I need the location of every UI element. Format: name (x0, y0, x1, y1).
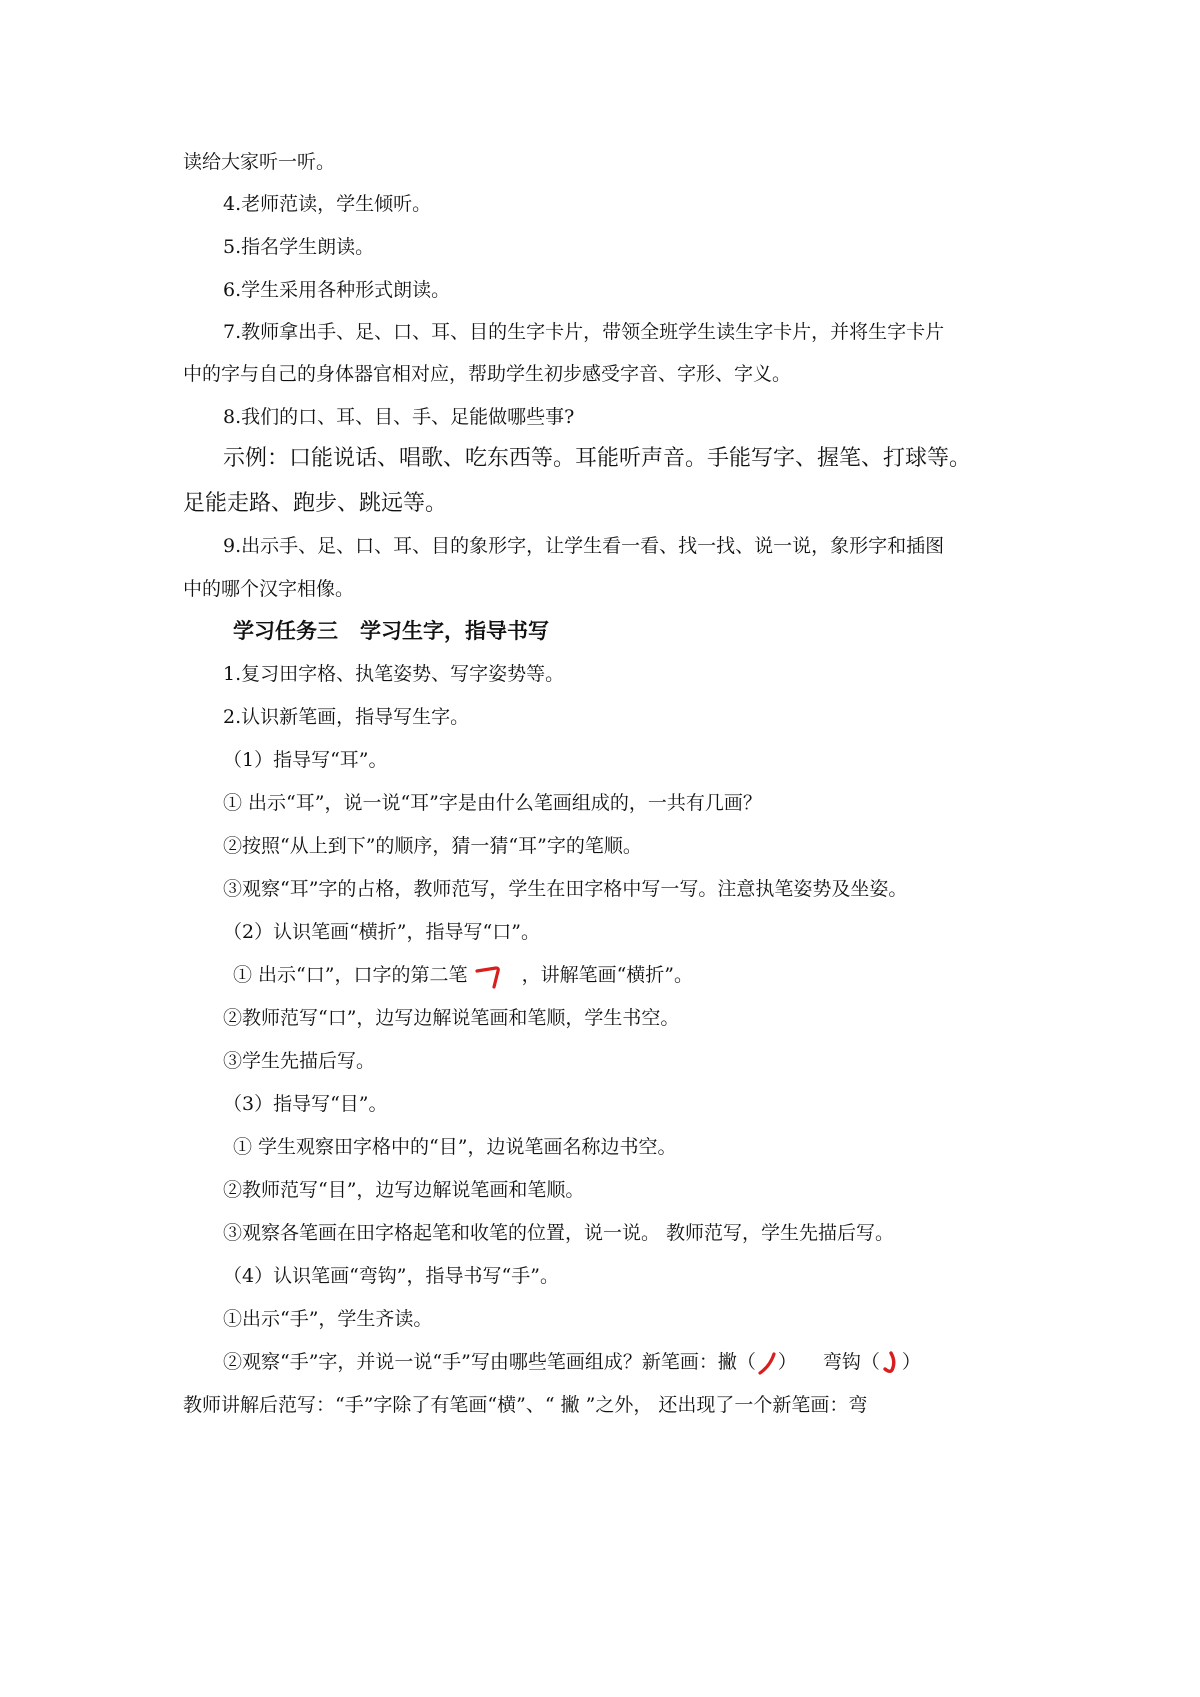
text-line: ① 学生观察田字格中的“目”，边说笔画名称边书空。 (233, 1136, 677, 1158)
text-line: 7.教师拿出手、足、口、耳、目的生字卡片，带领全班学生读生字卡片，并将生字卡片 (223, 321, 945, 343)
text-line: ②按照“从上到下”的顺序，猜一猜“耳”字的笔顺。 (223, 835, 642, 857)
text-line: （1）指导写“耳”。 (223, 749, 388, 771)
text-line-with-stroke (233, 961, 1083, 990)
text-line: ③观察“耳”字的占格，教师范写，学生在田字格中写一写。注意执笔姿势及坐姿。 (223, 878, 908, 900)
text-line: 4.老师范读，学生倾听。 (223, 193, 432, 215)
text-segment: ②观察“手”字，并说一说“手”写由哪些笔画组成？新笔画：撇（ (223, 1351, 756, 1373)
text-line: 中的哪个汉字相像。 (183, 578, 355, 600)
text-line: 教师讲解后范写：“手”字除了有笔画“横”、“ 撇 ”之外， 还出现了一个新笔画：弯 (183, 1394, 868, 1416)
heading-task-title: 学习生字，指导书写 (360, 619, 549, 643)
text-line: 5.指名学生朗读。 (223, 236, 375, 258)
text-segment: ，讲解笔画“横折”。 (521, 964, 693, 986)
text-line: 9.出示手、足、口、耳、目的象形字，让学生看一看、找一找、说一说，象形字和插图 (223, 535, 945, 557)
text-segment: ① 出示“口”，口字的第二笔 (233, 964, 468, 986)
example-line: 示例：口能说话、唱歌、吃东西等。耳能听声音。手能写字、握笔、打球等。 (223, 446, 972, 471)
text-line: ③观察各笔画在田字格起笔和收笔的位置，说一说。 教师范写，学生先描后写。 (223, 1222, 895, 1244)
text-line: 8.我们的口、耳、目、手、足能做哪些事? (223, 406, 575, 428)
section-heading (233, 616, 549, 646)
text-line: （3）指导写“目”。 (223, 1093, 388, 1115)
pie-stroke-icon (756, 1350, 778, 1376)
text-line: ②教师范写“目”，边写边解说笔画和笔顺。 (223, 1179, 585, 1201)
example-line: 足能走路、跑步、跳远等。 (183, 491, 448, 516)
text-segment: ） (777, 1351, 797, 1373)
text-line: 1.复习田字格、执笔姿势、写字姿势等。 (223, 663, 565, 685)
text-line: 6.学生采用各种形式朗读。 (223, 279, 451, 301)
text-line: 读给大家听一听。 (183, 151, 336, 173)
heading-task-label: 学习任务三 (233, 619, 338, 643)
text-line: ① 出示“耳”，说一说“耳”字是由什么笔画组成的，一共有几画？ (223, 792, 762, 814)
text-line-with-strokes (223, 1348, 1073, 1376)
text-line: 2.认识新笔画，指导写生字。 (223, 706, 470, 728)
text-line: ③学生先描后写。 (223, 1050, 376, 1072)
text-line: 中的字与自己的身体器官相对应，帮助学生初步感受字音、字形、字义。 (183, 363, 792, 385)
text-line: （2）认识笔画“横折”，指导写“口”。 (223, 921, 540, 943)
text-line: ①出示“手”，学生齐读。 (223, 1308, 433, 1330)
hengzhe-stroke-icon (474, 962, 504, 990)
text-line: （4）认识笔画“弯钩”，指导书写“手”。 (223, 1265, 559, 1287)
wangou-stroke-icon (880, 1350, 902, 1376)
text-segment: ） (901, 1351, 921, 1373)
text-line: ②教师范写“口”，边写边解说笔画和笔顺，学生书空。 (223, 1007, 680, 1029)
text-segment: 弯钩（ (822, 1351, 880, 1373)
